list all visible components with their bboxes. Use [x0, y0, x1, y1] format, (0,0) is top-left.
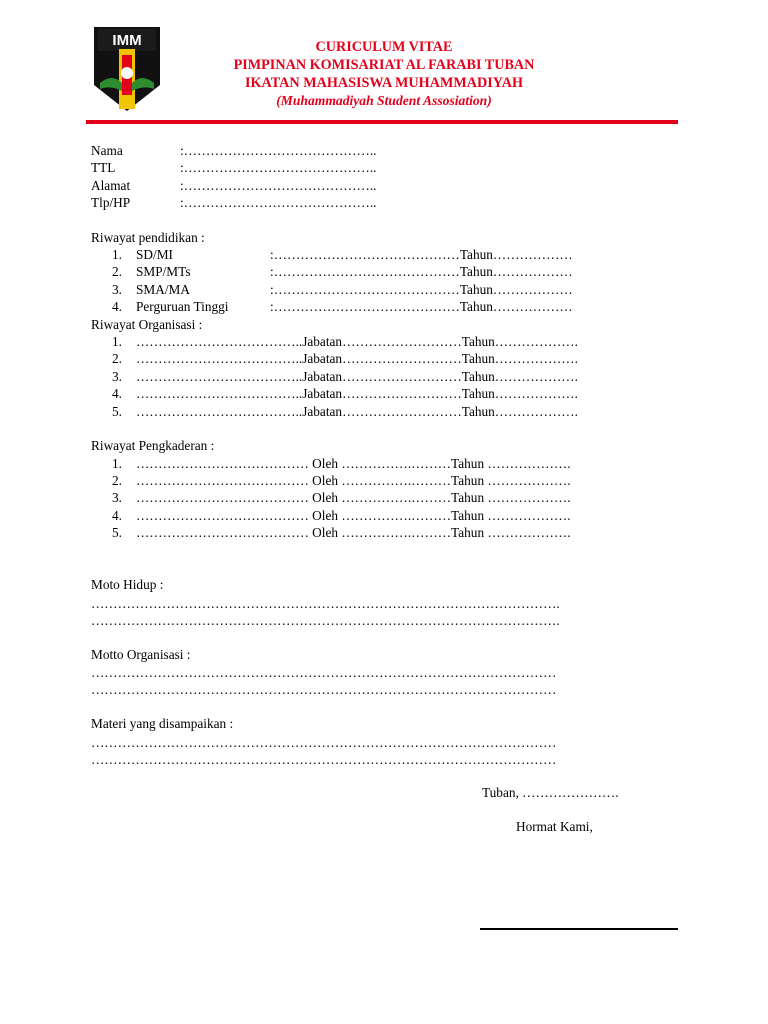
education-level: SD/MI	[136, 247, 173, 262]
place-date[interactable]: Tuban, ………………….	[482, 785, 619, 800]
address-label: Alamat	[91, 178, 131, 193]
cadre-field[interactable]: ………………………………… Oleh …………….………Tahun ……………….	[136, 525, 571, 540]
organization-field[interactable]: ………………………………..Jabatan………………………Tahun……………….	[136, 351, 578, 366]
material-field[interactable]: ……………………………………………………………………………………………	[91, 752, 557, 767]
regards-text: Hormat Kami,	[516, 819, 593, 834]
ttl-field[interactable]: :……………………………………..	[180, 160, 377, 175]
organization-field[interactable]: ………………………………..Jabatan………………………Tahun……………….	[136, 334, 578, 349]
org-commissariat: PIMPINAN KOMISARIAT AL FARABI TUBAN	[233, 57, 535, 73]
list-number: 1.	[112, 247, 122, 262]
life-motto-field[interactable]: …………………………………………………………………………………………….	[91, 613, 560, 628]
phone-label: Tlp/HP	[91, 195, 131, 210]
material-field[interactable]: ……………………………………………………………………………………………	[91, 735, 557, 750]
list-number: 5.	[112, 404, 122, 419]
address-field[interactable]: :……………………………………..	[180, 178, 377, 193]
education-level: SMP/MTs	[136, 264, 191, 279]
education-field[interactable]: :……………………………………Tahun………………	[270, 282, 573, 297]
list-number: 4.	[112, 386, 122, 401]
org-motto-heading: Motto Organisasi :	[91, 647, 191, 662]
education-field[interactable]: :……………………………………Tahun………………	[270, 264, 573, 279]
organization-field[interactable]: ………………………………..Jabatan………………………Tahun……………….	[136, 404, 578, 419]
list-number: 2.	[112, 351, 122, 366]
list-number: 3.	[112, 369, 122, 384]
cadre-heading: Riwayat Pengkaderan :	[91, 438, 215, 453]
cadre-field[interactable]: ………………………………… Oleh …………….………Tahun ……………….	[136, 508, 571, 523]
education-field[interactable]: :……………………………………Tahun………………	[270, 247, 573, 262]
letterhead	[190, 38, 578, 110]
organization-field[interactable]: ………………………………..Jabatan………………………Tahun……………….	[136, 386, 578, 401]
org-name: IKATAN MAHASISWA MUHAMMADIYAH	[245, 75, 523, 91]
material-heading: Materi yang disampaikan :	[91, 716, 234, 731]
list-number: 4.	[112, 299, 122, 314]
list-number: 2.	[112, 473, 122, 488]
education-heading: Riwayat pendidikan :	[91, 230, 205, 245]
education-field[interactable]: :……………………………………Tahun………………	[270, 299, 573, 314]
life-motto-field[interactable]: …………………………………………………………………………………………….	[91, 596, 560, 611]
list-number: 4.	[112, 508, 122, 523]
doc-title: CURICULUM VITAE	[315, 39, 453, 55]
cadre-field[interactable]: ………………………………… Oleh …………….………Tahun ……………….	[136, 473, 571, 488]
svg-text:IMM: IMM	[112, 32, 142, 49]
education-level: Perguruan Tinggi	[136, 299, 229, 314]
name-label: Nama	[91, 143, 123, 158]
list-number: 3.	[112, 490, 122, 505]
cadre-field[interactable]: ………………………………… Oleh …………….………Tahun ……………….	[136, 490, 571, 505]
organization-field[interactable]: ………………………………..Jabatan………………………Tahun……………….	[136, 369, 578, 384]
header-divider	[86, 120, 678, 124]
phone-field[interactable]: :……………………………………..	[180, 195, 377, 210]
list-number: 3.	[112, 282, 122, 297]
org-english-name: (Muhammadiyah Student Assosiation)	[276, 93, 492, 108]
name-field[interactable]: :……………………………………..	[180, 143, 377, 158]
signature-line	[480, 928, 678, 930]
list-number: 5.	[112, 525, 122, 540]
education-level: SMA/MA	[136, 282, 190, 297]
list-number: 2.	[112, 264, 122, 279]
shield-emblem-icon	[92, 25, 162, 113]
org-motto-field[interactable]: ……………………………………………………………………………………………	[91, 665, 557, 680]
life-motto-heading: Moto Hidup :	[91, 577, 164, 592]
organization-heading: Riwayat Organisasi :	[91, 317, 203, 332]
list-number: 1.	[112, 334, 122, 349]
cadre-field[interactable]: ………………………………… Oleh …………….………Tahun ……………….	[136, 456, 571, 471]
org-motto-field[interactable]: ……………………………………………………………………………………………	[91, 682, 557, 697]
ttl-label: TTL	[91, 160, 116, 175]
imm-logo	[92, 25, 162, 113]
list-number: 1.	[112, 456, 122, 471]
